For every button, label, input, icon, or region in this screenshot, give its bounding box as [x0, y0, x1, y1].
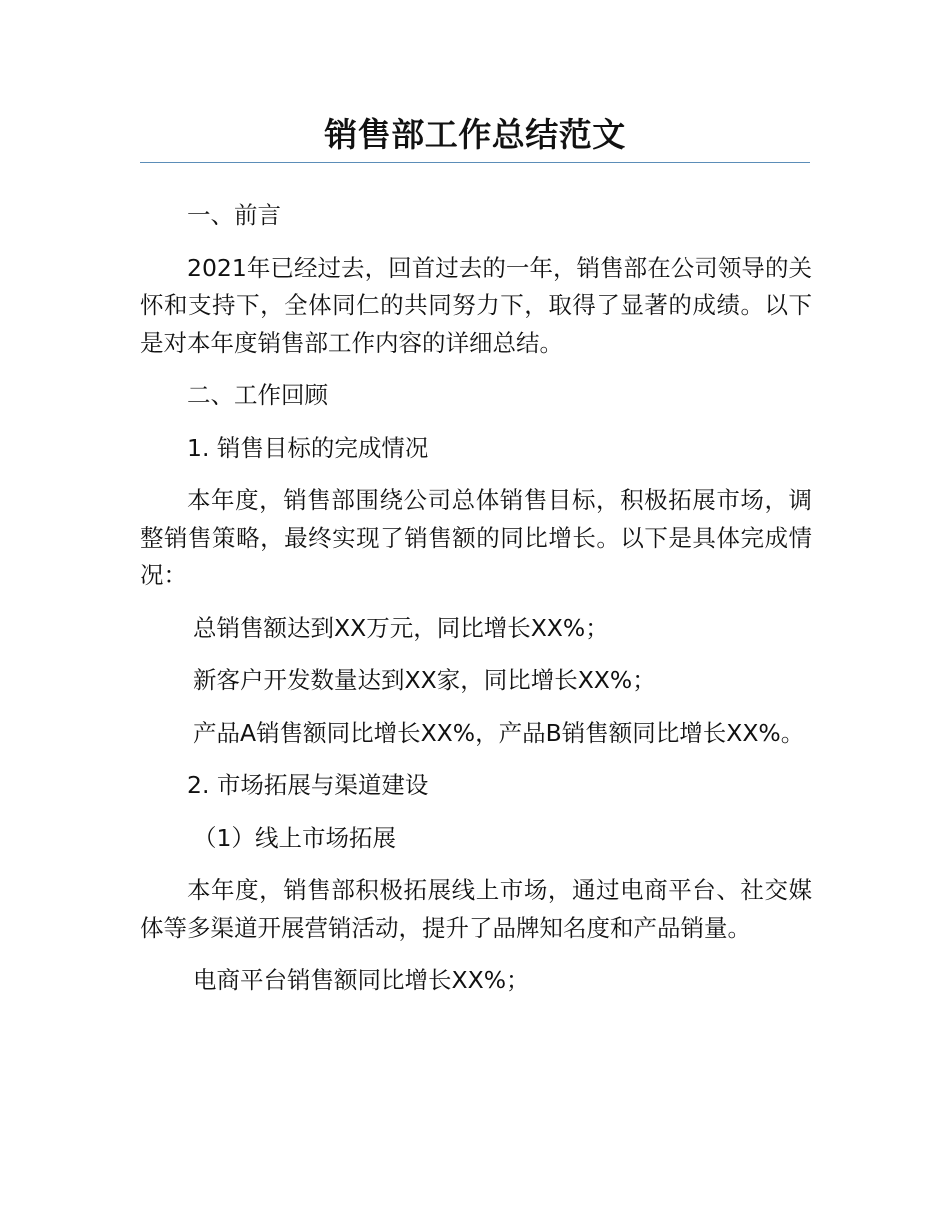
- subheading-sales-targets: 1. 销售目标的完成情况: [187, 433, 429, 462]
- paragraph-sales-targets: 本年度，销售部围绕公司总体销售目标，积极拓展市场，调整销售策略，最终实现了销售额的同比增长。以下是具体完成情况：: [140, 486, 812, 589]
- list-item-total-sales: 总销售额达到XX万元，同比增长XX%；: [193, 613, 609, 642]
- title-underline: [140, 162, 810, 163]
- list-item-product-sales: 产品A销售额同比增长XX%，产品B销售额同比增长XX%。: [193, 718, 805, 747]
- section-heading-preface: 一、前言: [187, 201, 281, 229]
- section-heading-review: 二、工作回顾: [187, 381, 328, 409]
- document-body: [140, 197, 812, 1015]
- subheading-market-expansion: 2. 市场拓展与渠道建设: [187, 771, 429, 799]
- list-item-ecommerce-sales: 电商平台销售额同比增长XX%；: [193, 966, 530, 994]
- paragraph-intro: 2021年已经过去，回首过去的一年，销售部在公司领导的关怀和支持下，全体同仁的共同努力下，取得了显著的成绩。以下是对本年度销售部工作内容的详细总结。: [140, 253, 812, 357]
- document-title: 销售部工作总结范文: [324, 115, 626, 154]
- subheading-online-market: （1）线上市场拓展: [193, 823, 396, 852]
- paragraph-online-market: 本年度，销售部积极拓展线上市场，通过电商平台、社交媒体等多渠道开展营销活动，提升了品牌知名度和产品销量。: [140, 876, 812, 942]
- list-item-new-customers: 新客户开发数量达到XX家，同比增长XX%；: [193, 666, 656, 694]
